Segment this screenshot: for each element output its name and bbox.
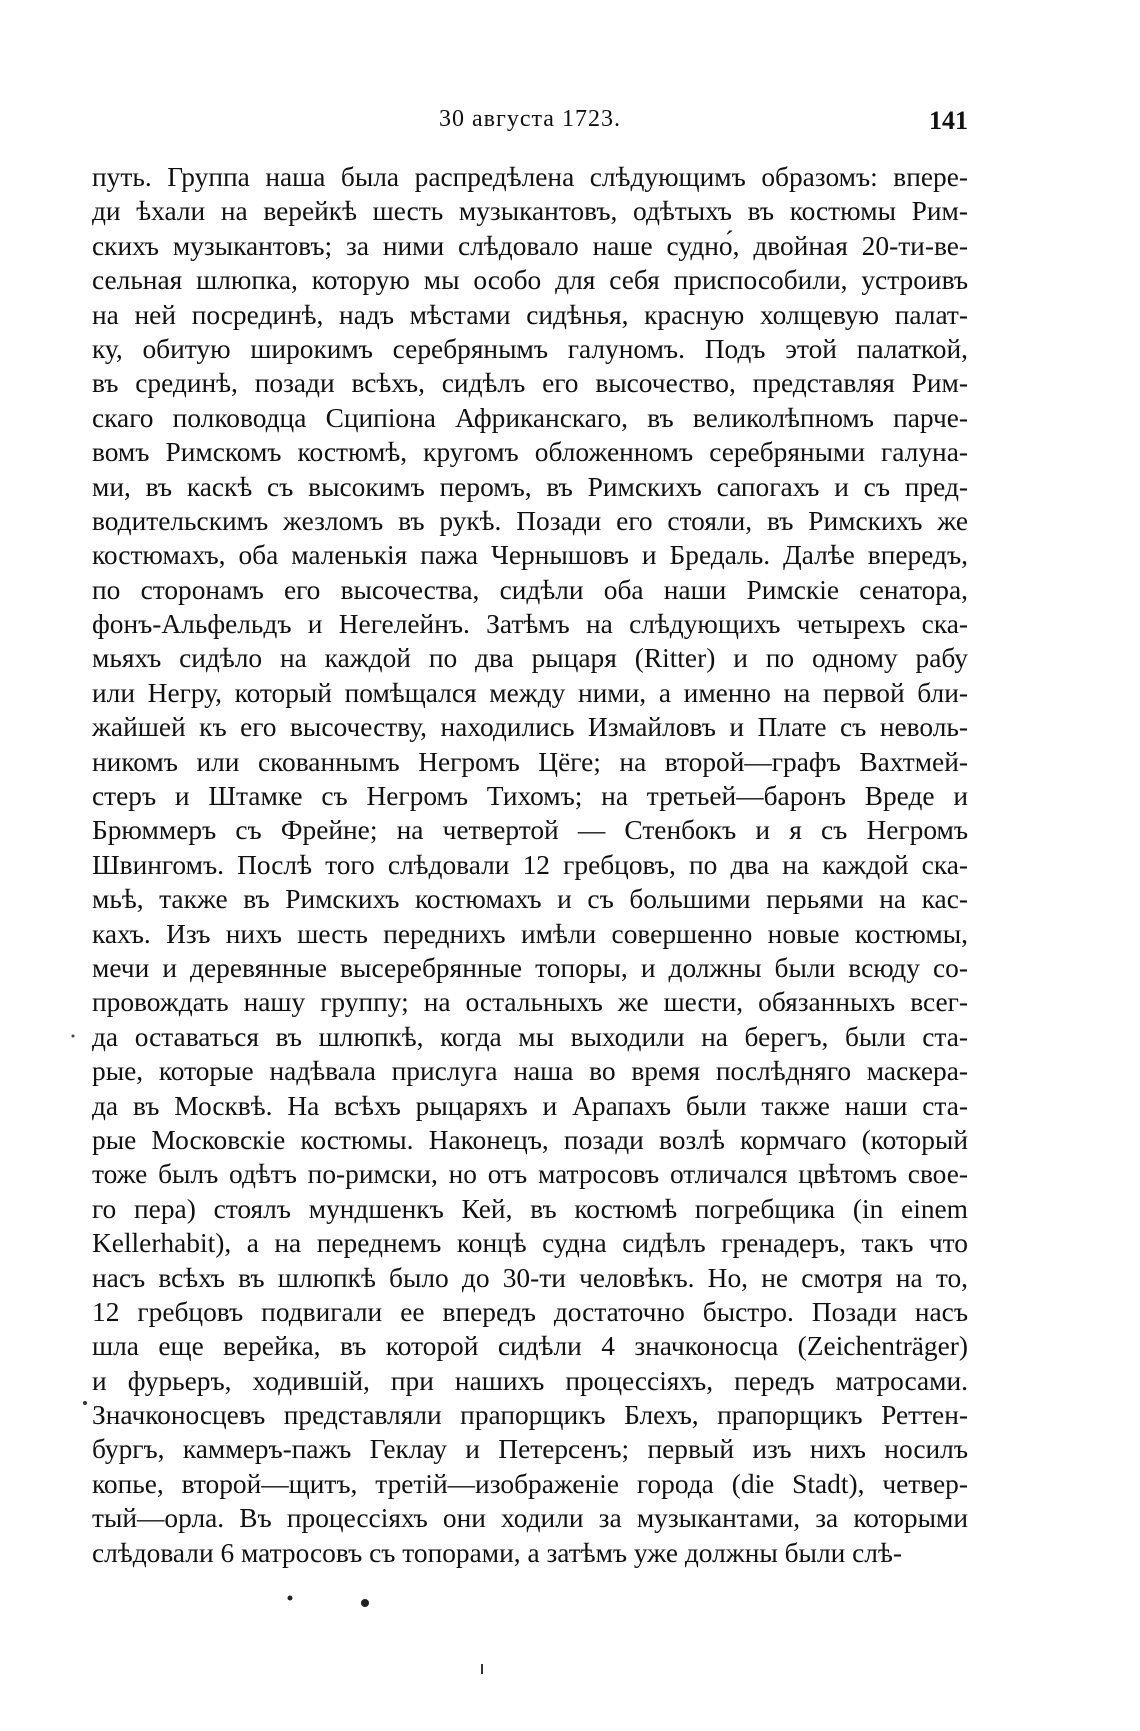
running-head-title: 30 августа 1723. xyxy=(439,106,621,132)
text-line: тый—орла. Въ процессіяхъ они ходили за музыкантами, за которыми xyxy=(92,1503,968,1534)
text-line: шла еще верейка, въ которой сидѣли 4 значконосца (Zeichenträger) xyxy=(92,1331,968,1362)
ink-speck xyxy=(83,1401,87,1405)
text-line: сельная шлюпка, которую мы особо для себя приспособили, устроивъ xyxy=(92,265,968,296)
text-line: Kellerhabit), а на переднемъ концѣ судна сидѣлъ гренадеръ, такъ что xyxy=(92,1228,968,1259)
text-line: копье, второй—щитъ, третій—изображеніе города (die Stadt), четвер- xyxy=(92,1468,968,1499)
text-line: Значконосцевъ представляли прапорщикъ Блехъ, прапорщикъ Реттен- xyxy=(92,1400,968,1431)
text-line: да оставаться въ шлюпкѣ, когда мы выходили на берегъ, были ста- xyxy=(92,1021,968,1052)
text-line: вомъ Римскомъ костюмѣ, кругомъ обложенномъ серебряными галуна- xyxy=(92,437,968,468)
text-line: да въ Москвѣ. На всѣхъ рыцаряхъ и Арапахъ были также наши ста- xyxy=(92,1090,968,1121)
text-line: го пера) стоялъ мундшенкъ Кей, въ костюмѣ погребщика (in einem xyxy=(92,1193,968,1224)
text-line: мьяхъ сидѣло на каждой по два рыцаря (Ritter) и по одному рабу xyxy=(92,643,968,674)
ink-speck xyxy=(481,1664,483,1674)
text-line: бургъ, каммеръ-пажъ Геклау и Петерсенъ; первый изъ нихъ носилъ xyxy=(92,1434,968,1465)
text-line: мечи и деревянные высеребрянные топоры, и должны были всюду со- xyxy=(92,952,968,983)
text-line: ку, обитую широкимъ серебрянымъ галуномъ. Подъ этой палаткой, xyxy=(92,333,968,364)
text-line: слѣдовали 6 матросовъ съ топорами, а затѣмъ уже должны были слѣ- xyxy=(92,1537,902,1568)
text-line: Брюммеръ съ Фрейне; на четвертой — Стенбокъ и я съ Негромъ xyxy=(92,815,968,846)
running-head xyxy=(92,106,968,146)
text-line: скихъ музыкантовъ; за ними слѣдовало наше судно́, двойная 20-ти-ве- xyxy=(92,230,968,261)
text-line: путь. Группа наша была распредѣлена слѣдующимъ образомъ: впере- xyxy=(92,162,968,192)
text-line: насъ всѣхъ въ шлюпкѣ было до 30-ти человѣкъ. Но, не смотря на то, xyxy=(92,1262,968,1293)
book-page xyxy=(92,106,968,1570)
ink-speck xyxy=(361,1599,369,1607)
text-line: ди ѣхали на верейкѣ шесть музыкантовъ, одѣтыхъ въ костюмы Рим- xyxy=(92,196,968,227)
text-line: стеръ и Штамке съ Негромъ Тихомъ; на третьей—баронъ Вреде и xyxy=(92,781,968,812)
text-line: въ срединѣ, позади всѣхъ, сидѣлъ его высочество, представляя Рим- xyxy=(92,368,968,399)
text-line: никомъ или скованнымъ Негромъ Цёге; на второй—графъ Вахтмей- xyxy=(92,746,968,777)
text-line: рые Московскіе костюмы. Наконецъ, позади возлѣ кормчаго (который xyxy=(92,1124,968,1155)
body-text xyxy=(92,160,968,1570)
text-line: провождать нашу группу; на остальныхъ же шести, обязанныхъ всег- xyxy=(92,987,968,1018)
text-line: Швингомъ. Послѣ того слѣдовали 12 гребцовъ, по два на каждой ска- xyxy=(92,849,968,880)
text-line: фонъ-Альфельдъ и Негелейнъ. Затѣмъ на слѣдующихъ четырехъ ска- xyxy=(92,609,968,640)
text-line: скаго полководца Сципіона Африканскаго, въ великолѣпномъ парче- xyxy=(92,402,968,433)
text-line: костюмахъ, оба маленькія пажа Чернышовъ и Бредаль. Далѣе впередъ, xyxy=(92,540,968,571)
text-line: мьѣ, также въ Римскихъ костюмахъ и съ большими перьями на кас- xyxy=(92,884,968,915)
text-line: тоже былъ одѣтъ по-римски, но отъ матросовъ отличался цвѣтомъ свое- xyxy=(92,1159,968,1190)
page-number: 141 xyxy=(929,106,968,135)
text-line: жайшей къ его высочеству, находились Измайловъ и Плате съ неволь- xyxy=(92,712,968,743)
text-line: 12 гребцовъ подвигали ее впередъ достаточно быстро. Позади насъ xyxy=(92,1296,968,1327)
ink-speck xyxy=(72,1035,75,1038)
text-line: и фурьеръ, ходившій, при нашихъ процессіяхъ, передъ матросами. xyxy=(92,1365,968,1396)
text-line: водительскимъ жезломъ въ рукѣ. Позади его стояли, въ Римскихъ же xyxy=(92,505,968,536)
text-line: кахъ. Изъ нихъ шесть переднихъ имѣли совершенно новые костюмы, xyxy=(92,918,968,949)
text-line: на ней посрединѣ, надъ мѣстами сидѣнья, красную холщевую палат- xyxy=(92,299,968,330)
text-line: ми, въ каскѣ съ высокимъ перомъ, въ Римскихъ сапогахъ и съ пред- xyxy=(92,471,968,502)
text-line: или Негру, который помѣщался между ними, а именно на первой бли- xyxy=(92,677,968,708)
ink-speck xyxy=(288,1596,293,1601)
text-line: рые, которые надѣвала прислуга наша во время послѣдняго маскера- xyxy=(92,1056,968,1087)
text-line: по сторонамъ его высочества, сидѣли оба наши Римскіе сенатора, xyxy=(92,574,968,605)
